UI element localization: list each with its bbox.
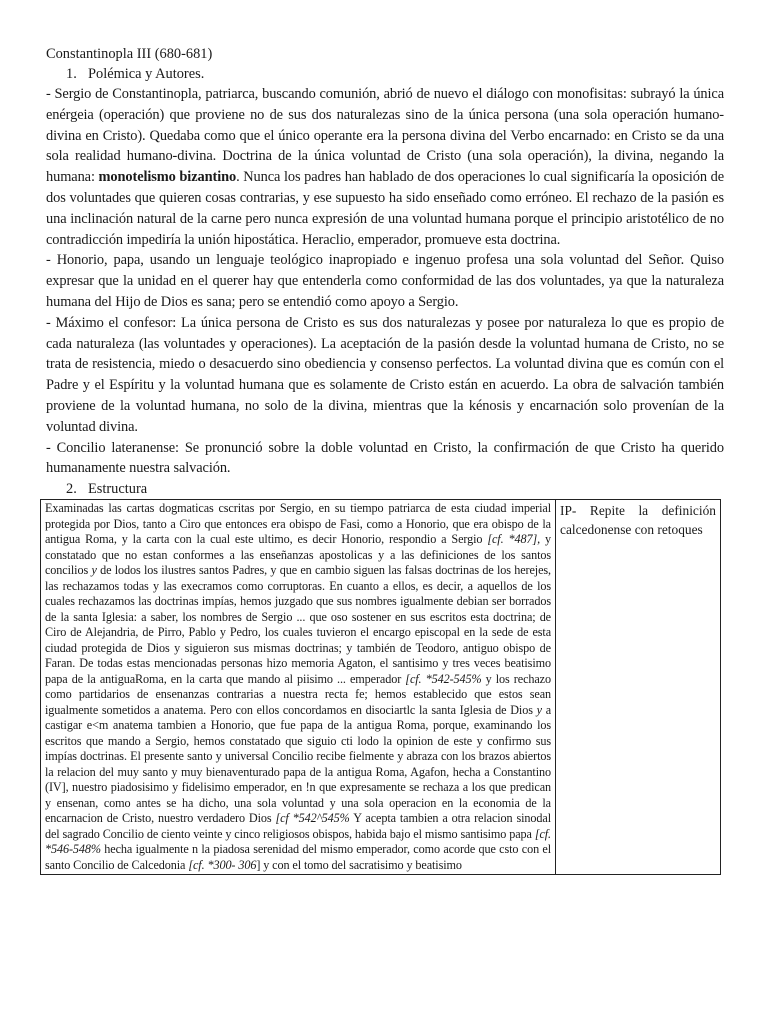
paragraph-text: - Sergio de Constantinopla, patriarca, buscando comunión, abrió de nuevo el diálogo con monofisitas: subrayó la única enérgeia (operación) que proviene no de sus dos naturalezas sino de la única persona (una sola operación humano-divina en Cristo). Quedaba como que el único operante era la persona divina del Verbo encarnado: en Cristo se da una sola realidad humano-divina. Doctrina de la única voluntad de Cristo (una sola operación), la divina, negando la humana: <box>46 86 724 186</box>
cell-text: a castigar e<m anatema tambien a Honorio, que fue papa de la antigua Roma, porque, examinando los escritos que mando a Sergio, hemos constatado que siguio cti lodo la opinion de este y confirmo sus impías doctrinas. El presente santo y universal Concilio recibe fielmente y abraza con los brazos abiertos la relacion del muy santo y muy bienaventurado papa de la antigua Roma, Agafon, hecha a Constantino (IV], nuestro piadosisimo y fidelisimo emperador, en !n que expresamente se rechaza a los que predican y ensenan, como antes se ha dicho, una sola voluntad y una sola operacion en la economia de la encarnacion de Cristo, nuestro verdadero Dios <box>45 702 552 826</box>
paragraph-maximo: - Máximo el confesor: La única persona de Cristo es sus dos naturalezas y posee por naturaleza lo que es propio de cada naturaleza (las voluntades y operaciones). La aceptación de la pasión desde la voluntad humana de Cristo, no se trata de resistencia, miedo o desacuerdo sino obediencia y consenso perfectos. La voluntad divina que es común con el Padre y el Espíritu y la voluntad humana que es solamente de Cristo están en acuerdo. La obra de salvación también proviene de la voluntad humana, no solo de la divina, mientras que la kénosis y encarnación solo provenían de la voluntad divina. <box>46 314 724 435</box>
list-number: 2. <box>66 481 77 498</box>
bold-term: monotelismo bizantino <box>98 169 237 186</box>
table-cell-text <box>41 500 556 875</box>
cell-text: y <box>91 563 97 578</box>
list-item-polemica <box>46 64 724 84</box>
citation: [cf *542^545% <box>275 811 350 826</box>
structure-table <box>40 499 721 875</box>
cell-text: Examinadas las cartas dogmaticas cscritas por Sergio, en su tiempo patriarca de esta ciudad imperial protegida por Dios, tanto a Ciro que entonces era obispo de Fasi, como a Honorio, que era obispo de la antigua Roma, y la carta con la cual este ultimo, es decir Honorio, respondio a Sergio <box>45 501 551 547</box>
list-number: 1. <box>66 66 77 82</box>
cell-text: hecha igualmente n la piadosa serenidad del mismo emperador, como acorde que csto con el santo Concilio de Calcedonia <box>45 842 551 872</box>
citation: [cf. *542-545% <box>405 671 482 686</box>
cell-text: de lodos los ilustres santos Padres, y que en cambio siguen las falsas doctrinas de los herejes, las rechazamos todas y las execramos como corruptoras. En cuanto a ellos, es decir, a aquellos de los cuales rechazamos las doctrinas impías, hemos juzgado que sus nombres igualmente debian ser borrados de la santa Iglesia: a saber, los nombres de Sergio ... que oso sostener en sus escritos esta doctrina; de Ciro de Alejandria, de Pirro, Pablo y Pedro, los cuales tuvieron el encargo episcopal en la sede de esta ciudad protegida de Dios y siguieron sus mismas doctrinas; y también de Teodoro, antiguo obispo de Faran. De todas estas mencionadas personas hizo memoria Agaton, el santisimo y tres veces beatisimo papa de la antiguaRoma, en la carta que mando al piisimo ... emperador <box>45 563 551 686</box>
citation: [cf. *487], <box>487 532 541 547</box>
cell-text: y los rechazo como partidarios de ensenanzas contrarias a nuestra recta fe; hemos establecido que estos sean igualmente sometidos a anatema. Pero con ellos concordamos en disociartlc la santa Iglesia de Dios <box>45 671 551 717</box>
list-label: Polémica y Autores. <box>88 66 205 82</box>
citation: [cf. *300- 306 <box>188 857 257 872</box>
cell-text: Y acepta tambien a otra relacion sinodal del sagrado Concilio de ciento veinte y cinco religiosos obispos, habida bajo el mismo santisimo papa <box>45 811 551 841</box>
page-title: Constantinopla III (680-681) <box>46 46 213 62</box>
cell-text: y constatado que no estan conformes a las enseñanzas apostolicas y a las definiciones de los santos concilios <box>45 532 551 578</box>
paragraph-sergio <box>46 84 724 250</box>
cell-text: ] y con el tomo del sacratisimo y beatisimo <box>256 857 462 872</box>
cell-text: y <box>536 702 542 717</box>
list-label: Estructura <box>88 481 148 498</box>
paragraph-concilio: - Concilio lateranense: Se pronunció sobre la doble voluntad en Cristo, la confirmación de que Cristo ha querido humanamente nuestra salvación. <box>46 439 724 477</box>
paragraph-honorio: - Honorio, papa, usando un lenguaje teológico inapropiado e ingenuo profesa una sola voluntad del Señor. Quiso expresar que la unidad en el querer hay que entenderla como conformidad de las dos voluntades, ya que la naturaleza humana del Hijo de Dios es sana; pero se entendió como apoyo a Sergio. <box>46 252 724 310</box>
table-row <box>41 500 721 875</box>
table-cell-note: IP- Repite la definición calcedonense con retoques <box>556 500 721 875</box>
citation: [cf. *546-548% <box>45 826 551 857</box>
list-item-estructura <box>46 479 724 499</box>
paragraph-text: . Nunca los padres han hablado de dos operaciones lo cual significaría la oposición de dos voluntades que quieren cosas contrarias, y ese supuesto ha sido enseñado como erróneo. El rechazo de la pasión es una inclinación natural de la carne pero nunca expresión de una voluntad humana porque el principio aristotélico de no contradicción impediría la unión hipostática. Heraclio, emperador, promueve esta doctrina. <box>46 169 724 248</box>
